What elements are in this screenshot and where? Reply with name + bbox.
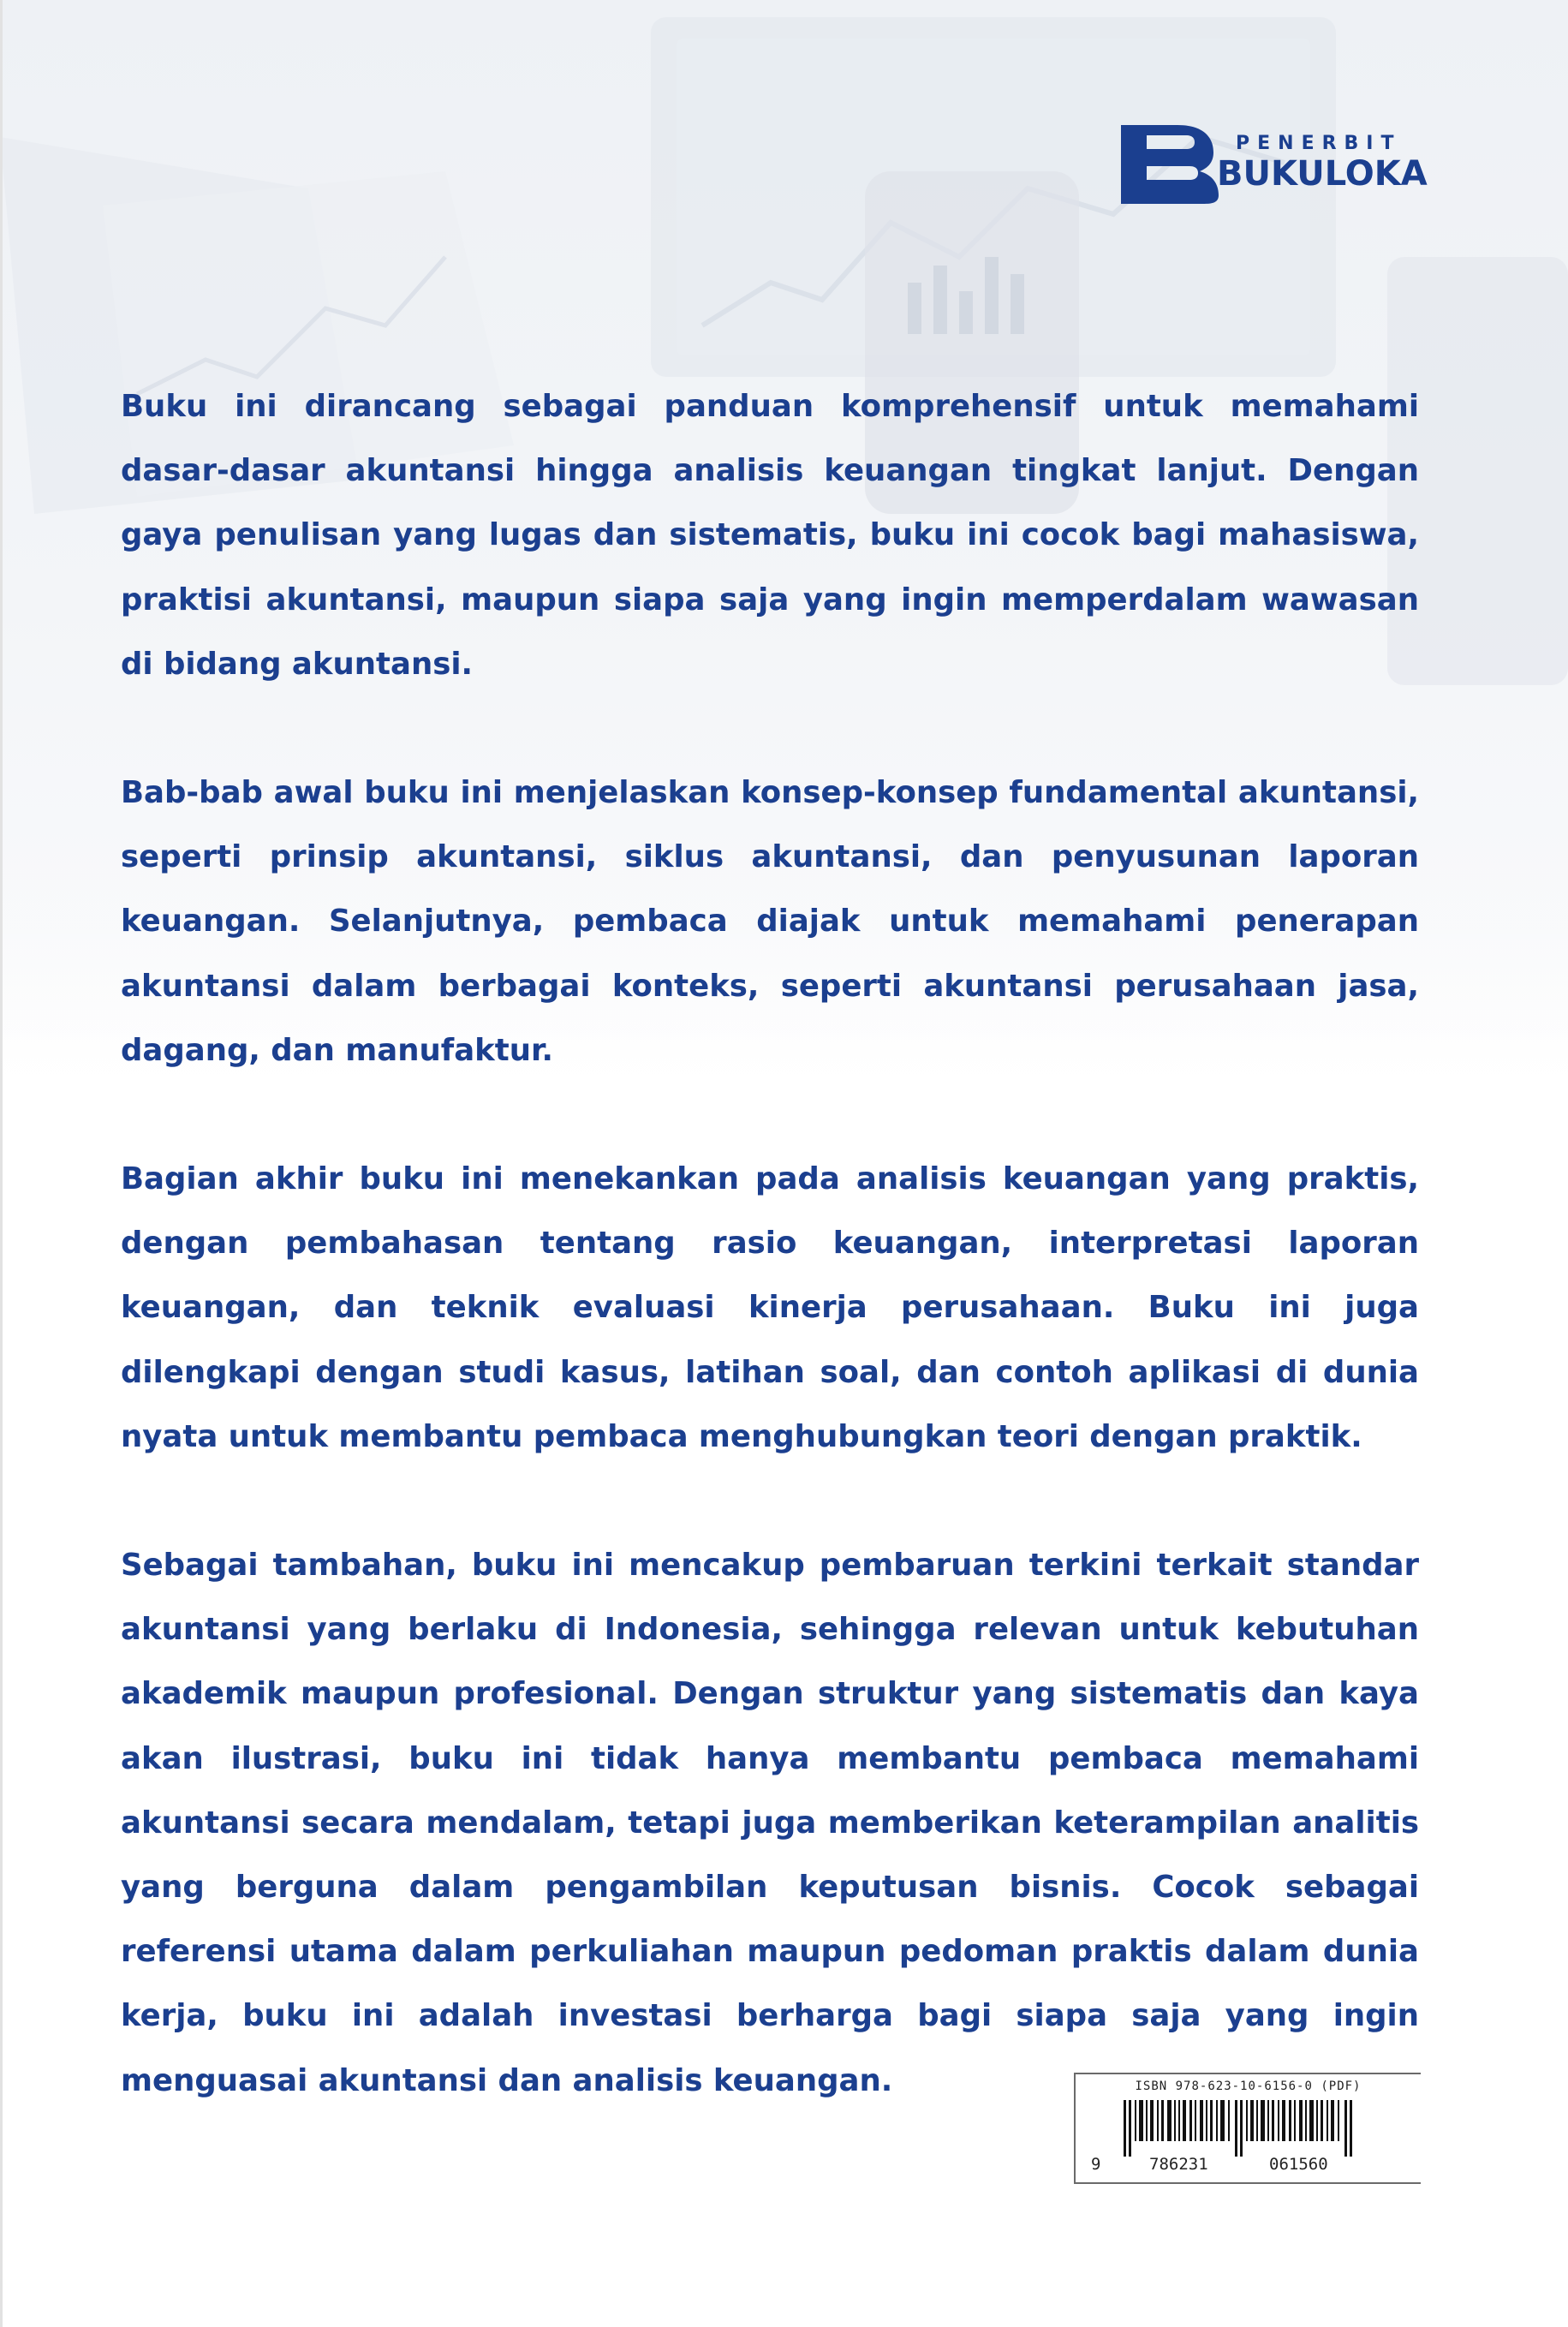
paragraph-2: Bab-bab awal buku ini menjelaskan konsep-konsep fundamental akuntansi, seperti prinsip akuntansi, siklus akuntansi, dan penyusunan laporan keuangan. Selanjutnya, pembaca diajak untuk memahami penerapan akuntansi dalam berbagai konteks, seperti akuntansi perusahaan jasa, dagang, dan manufaktur. [121, 775, 1419, 1068]
barcode-bars [1124, 2100, 1380, 2157]
isbn-group-right: 061560 [1269, 2155, 1328, 2174]
publisher-name: BUKULOKA [1217, 154, 1428, 194]
paragraph-1: Buku ini dirancang sebagai panduan komprehensif untuk memahami dasar-dasar akuntansi hingga analisis keuangan tingkat lanjut. Dengan gaya penulisan yang lugas dan sistematis, buku ini cocok bagi mahasiswa, praktisi akuntansi, maupun siapa saja yang ingin memperdalam wawasan di bidang akuntansi. [121, 389, 1419, 682]
paragraph-3: Bagian akhir buku ini menekankan pada analisis keuangan yang praktis, dengan pembahasan tentang rasio keuangan, interpretasi laporan keuangan, dan teknik evaluasi kinerja perusahaan. Buku ini juga dilengkapi dengan studi kasus, latihan soal, dan contoh aplikasi di dunia nyata untuk membantu pembaca menghubungkan teori dengan praktik. [121, 1161, 1419, 1454]
page-edge [0, 0, 3, 2327]
isbn-text: ISBN 978-623-10-6156-0 (PDF) [1135, 2079, 1362, 2093]
isbn-lead-digit: 9 [1091, 2155, 1101, 2174]
publisher-label: PENERBIT [1236, 133, 1402, 154]
paragraph-4: Sebagai tambahan, buku ini mencakup pembaruan terkini terkait standar akuntansi yang berlaku di Indonesia, sehingga relevan untuk kebutuhan akademik maupun profesional. Dengan struktur yang sistematis dan kaya akan ilustrasi, buku ini tidak hanya membantu pembaca memahami akuntansi secara mendalam, tetapi juga memberikan keterampilan analitis yang berguna dalam pengambilan keputusan bisnis. Cocok sebagai referensi utama dalam perkuliahan maupun pedoman praktis dalam dunia kerja, buku ini adalah investasi berharga bagi siapa saja yang ingin menguasai akuntansi dan analisis keuangan. [121, 1548, 1419, 2098]
isbn-barcode [1074, 2073, 1421, 2184]
logo-b-icon [1118, 120, 1222, 206]
isbn-group-left: 786231 [1149, 2155, 1208, 2174]
publisher-logo [1118, 120, 1443, 206]
blurb [121, 374, 1419, 2177]
